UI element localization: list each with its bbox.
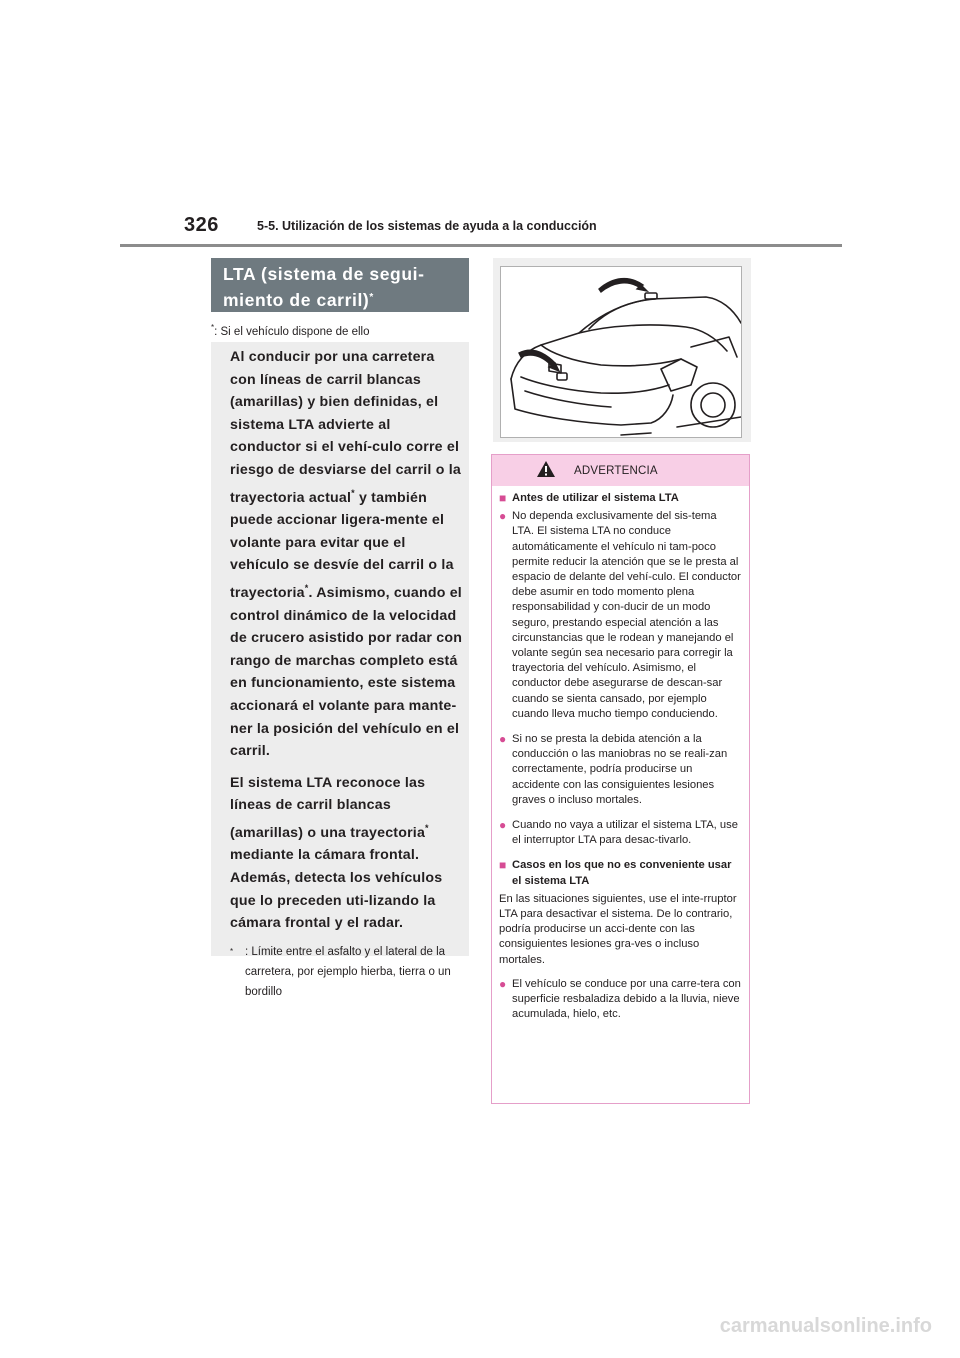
warning-section-2-heading [499,858,741,888]
intro-p1-part2: y también puede accionar ligera-mente el volante para evitar que el vehículo se desvíe del carril o la trayectoria [230,489,454,601]
intro-paragraph-1 [230,346,463,763]
warning-section-2-paragraph: En las situaciones siguientes, use el inte-rruptor LTA para desactivar el sistema. De lo contrario, podría producirse un acci-dente con las consiguientes lesiones gra-ves o incluso mortales. [499,892,737,966]
warning-bullet-2-text: Si no se presta la debida atención a la conducción o las maniobras no se reali-zan correctamente, podría producirse un accidente con las consiguientes lesiones graves o incluso mortales. [512,733,728,806]
square-bullet-icon: ■ [499,491,507,505]
warning-bullet-3 [499,818,741,848]
warning-bullet-1-text: No dependa exclusivamente del sis-tema LTA. El sistema LTA no conduce automáticamente el vehículo ni tam-poco permite reducir la atención que se le presta al espacio de delante del vehí-culo. El conductor debe asumir en todo momento plena responsabilidad y con-ducir de un modo seguro, prestando especial atención a las circunstancias que le rodean y manejando el volante según sea necesario para corregir la trayectoria del vehículo. Asimismo, el conductor debe asegurarse de descan-sar cuando se sienta cansado, por ejemplo cuando lleva mucho tiempo conduciendo. [512,510,741,720]
footnote-marker-wrap [230,942,245,1002]
vehicle-front-camera-radar-illustration [501,267,741,437]
warning-bullet-4 [499,977,741,1023]
footnote-text: : Límite entre el asfalto y el lateral de la carretera, por ejemplo hierba, tierra o un bordillo [245,945,451,998]
section-header: 5-5. Utilización de los sistemas de ayuda a la conducción [257,219,597,233]
section-title-line2 [223,286,469,312]
intro-p1-marker2: * [304,582,309,593]
warning-title: ADVERTENCIA [574,464,658,477]
illustration-frame [500,266,742,438]
warning-section-1-title: Antes de utilizar el sistema LTA [512,492,679,504]
warning-box [491,454,750,1104]
circle-bullet-icon: ● [499,509,507,524]
warning-bullet-4-text: El vehículo se conduce por una carre-tera con superficie resbaladiza debido a la lluvia, nieve acumulada, hielo, etc. [512,977,741,1021]
header-divider [120,244,842,247]
vehicle-illustration [493,258,751,442]
footer-watermark: carmanualsonline.info [719,1315,932,1337]
intro-p1-part3: . Asimismo, cuando el control dinámico de la velocidad de crucero asistido por radar con rango de marchas completo está en funcionamiento, este sistema accionará el volante para mante-ner la posición del vehículo en el carril. [230,584,463,760]
intro-p2-marker: * [425,822,429,833]
warning-section-2-title: Casos en los que no es conveniente usar el sistema LTA [512,859,732,887]
intro-p2-part2: mediante la cámara frontal. Además, detecta los vehículos que lo preceden uti-lizando la cámara frontal y el radar. [230,847,443,932]
warning-body [492,486,749,1023]
page-number: 326 [184,214,219,236]
availability-note [211,323,369,338]
intro-p1-marker1: * [351,487,355,498]
circle-bullet-icon: ● [499,818,507,833]
circle-bullet-icon: ● [499,976,507,991]
warning-bullet-1 [499,509,741,722]
intro-p1-part1: Al conducir por una carretera con líneas de carril blancas (amarillas) y bien definidas, el sistema LTA advierte al conductor si el vehí-culo corre el riesgo de desviarse del carril o la trayectoria actual [230,349,461,506]
section-title-box [211,258,469,312]
warning-bullet-2 [499,732,741,808]
intro-footnote [230,942,463,1002]
section-title-line2-text: miento de carril) [223,290,370,310]
availability-marker: * [211,323,215,332]
section-title-line1: LTA (sistema de segui- [223,264,425,284]
warning-section-1-heading [499,491,741,506]
warning-bullet-3-text: Cuando no vaya a utilizar el sistema LTA, use el interruptor LTA para desac-tivarlo. [512,819,738,847]
intro-box [211,342,469,998]
warning-triangle-icon [536,460,556,481]
availability-text: : Si el vehículo dispone de ello [214,326,370,338]
section-title-marker: * [369,292,374,303]
intro-paragraph-2 [230,772,463,935]
circle-bullet-icon: ● [499,732,507,747]
intro-p2-part1: El sistema LTA reconoce las líneas de carril blancas (amarillas) o una trayectoria [230,774,426,841]
warning-header [492,455,749,486]
square-bullet-icon: ■ [499,858,507,873]
footnote-marker: * [230,946,234,956]
